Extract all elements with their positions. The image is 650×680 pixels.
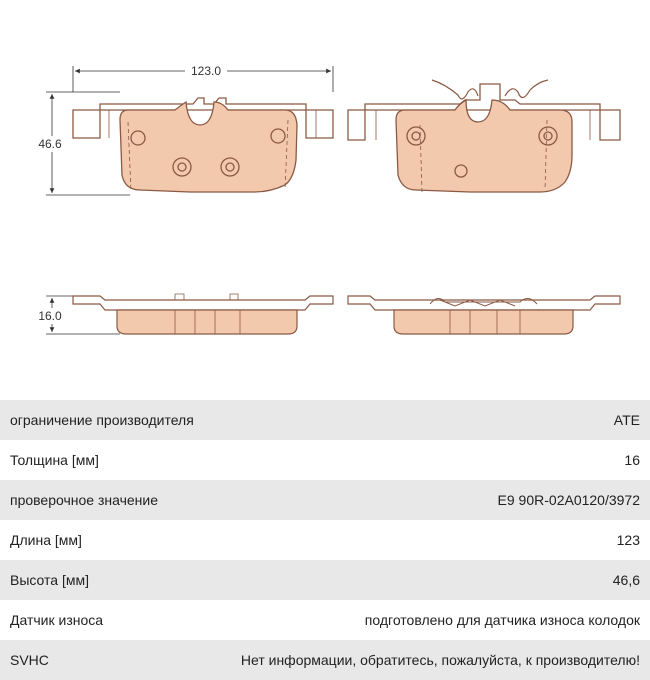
- right-pad-side-view: [348, 296, 620, 334]
- spec-label: SVHC: [10, 652, 49, 668]
- right-pad-front-view: [348, 80, 620, 192]
- spec-row-manufacturer: [0, 400, 650, 440]
- spec-label: ограничение производителя: [10, 412, 194, 428]
- backing-plate: [73, 296, 333, 310]
- spec-row-wear-sensor: [0, 600, 650, 640]
- spec-row-approval: [0, 480, 650, 520]
- specifications-table: [0, 400, 650, 680]
- spec-value: подготовлено для датчика износа колодок: [364, 612, 640, 628]
- length-dimension: [73, 62, 333, 92]
- spec-value: 16: [624, 452, 640, 468]
- spec-value: 123: [616, 532, 640, 548]
- spec-row-length: [0, 520, 650, 560]
- spec-label: Датчик износа: [10, 612, 104, 628]
- spec-label: Толщина [мм]: [10, 452, 99, 468]
- friction-material: [117, 310, 297, 334]
- left-pad-front-view: [73, 98, 333, 192]
- left-pad-side-view: [73, 294, 333, 334]
- spec-row-svhc: [0, 640, 650, 680]
- spec-row-thickness: [0, 440, 650, 480]
- friction-material: [394, 310, 573, 334]
- thickness-label: 16.0: [38, 309, 62, 323]
- spec-value: ATE: [613, 412, 640, 428]
- spec-value: Нет информации, обратитесь, пожалуйста, к производителю!: [240, 652, 640, 668]
- friction-material: [120, 102, 297, 192]
- spec-row-height: [0, 560, 650, 600]
- spec-label: проверочное значение: [10, 492, 159, 508]
- spec-label: Длина [мм]: [10, 532, 82, 548]
- height-label: 46.6: [38, 137, 62, 151]
- spec-value: 46,6: [612, 572, 640, 588]
- spec-value: E9 90R-02A0120/3972: [497, 492, 640, 508]
- length-label: 123.0: [190, 64, 222, 78]
- backing-plate: [348, 296, 620, 310]
- spec-label: Высота [мм]: [10, 572, 89, 588]
